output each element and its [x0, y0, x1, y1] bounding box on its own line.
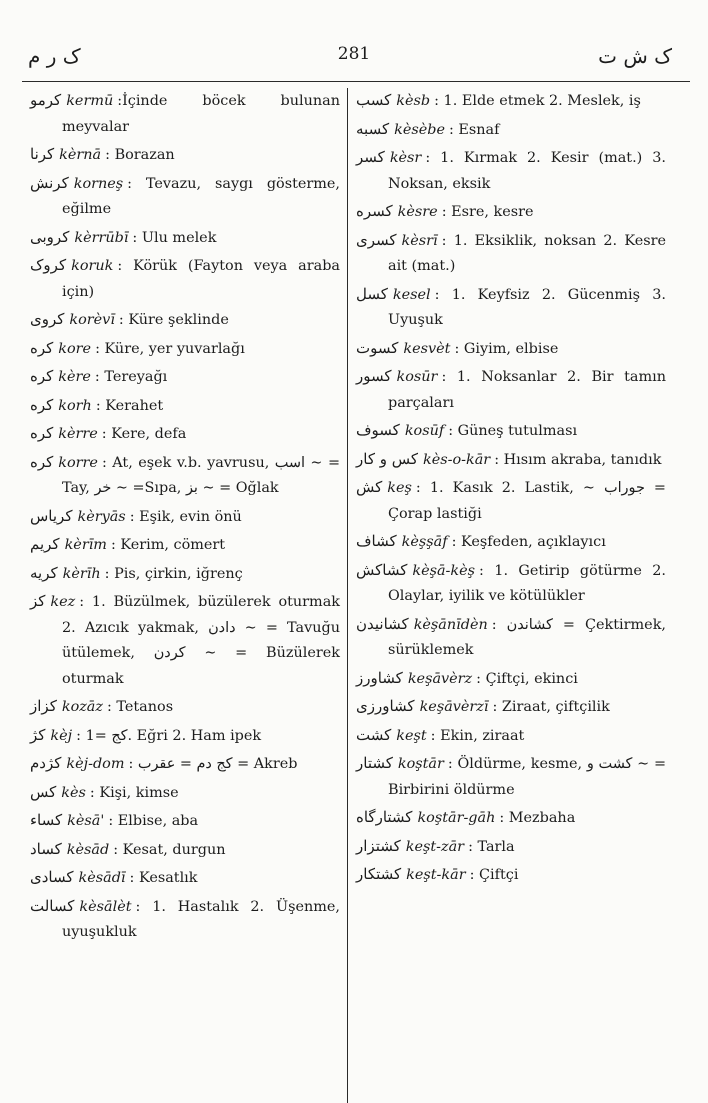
entry-definition: : Pis, çirkin, iğrenç	[104, 565, 243, 582]
entry-headword: kesel	[392, 286, 431, 303]
entry-arabic-script: کروبی	[30, 227, 70, 246]
dictionary-entry	[356, 282, 666, 334]
entry-arabic-script: کشتارگاه	[356, 808, 413, 826]
entry-definition: : Elbise, aba	[108, 813, 199, 829]
right-column	[356, 88, 666, 891]
dictionary-entry	[30, 450, 340, 502]
entry-definition: : 1. Keyfsiz 2. Gücenmiş 3. Uyuşuk	[388, 286, 666, 328]
dictionary-entry	[30, 253, 340, 305]
dictionary-entry	[30, 364, 340, 391]
entry-headword: kèsā'	[67, 813, 105, 829]
entry-headword: korèvī	[69, 312, 115, 328]
entry-arabic-script: کشاکش	[356, 560, 408, 579]
column-divider	[347, 88, 348, 1103]
entry-arabic-script: کریه	[30, 563, 58, 582]
dictionary-entry	[356, 447, 666, 474]
entry-headword: kèrnā	[59, 147, 102, 163]
dictionary-entry	[356, 612, 666, 664]
entry-definition: : Tereyağı	[94, 369, 168, 385]
entry-arabic-script: کسل	[356, 284, 388, 303]
entry-arabic-script: کش	[356, 478, 383, 496]
entry-arabic-script: کسب	[356, 91, 392, 109]
entry-headword: kèj	[50, 727, 73, 744]
entry-headword: kore	[58, 340, 92, 357]
entry-arabic-script: کشت	[356, 725, 392, 744]
entry-headword: koştār	[397, 756, 444, 772]
entry-definition: : At, eşek v.b. yavrusu, اسب ∼ = Tay, خر ∼ =Sıpa, بز ∼ = Oğlak	[62, 454, 340, 496]
entry-headword: keş	[387, 480, 412, 496]
entry-arabic-script: کس و کار	[356, 449, 418, 468]
entry-headword: kèsādī	[78, 870, 126, 886]
entry-arabic-script: کرنا	[30, 145, 55, 163]
entry-headword: kèsre	[397, 204, 438, 220]
entry-arabic-script: کشانیدن	[356, 614, 409, 633]
entry-arabic-script: کسادی	[30, 868, 74, 886]
page-header	[0, 38, 708, 78]
dictionary-entry	[356, 475, 666, 527]
entry-arabic-script: کشاورزی	[356, 697, 415, 715]
entry-headword: kès	[61, 784, 86, 801]
entry-definition: : Çiftçi, ekinci	[476, 670, 578, 687]
dictionary-entry	[30, 780, 340, 807]
entry-headword: kèşşāf	[401, 534, 448, 550]
dictionary-entry	[30, 171, 340, 223]
dictionary-entry	[356, 694, 666, 721]
entry-definition: : 1. Eksiklik, noksan 2. Kesre ait (mat.)	[388, 232, 666, 274]
entry-headword: kosūf	[404, 423, 445, 439]
left-column	[30, 88, 340, 948]
entry-headword: kosūr	[396, 369, 438, 385]
dictionary-entry	[356, 862, 666, 889]
entry-headword: kère	[58, 369, 91, 385]
entry-headword: kèrīm	[64, 537, 107, 553]
entry-arabic-script: کروک	[30, 256, 67, 274]
entry-arabic-script: کره	[30, 338, 54, 357]
dictionary-entry	[30, 894, 340, 946]
entry-arabic-script: کسره	[356, 202, 393, 220]
header-left-letters: ک ر م	[28, 44, 81, 68]
dictionary-entry	[356, 751, 666, 803]
entry-headword: kèryās	[77, 508, 126, 525]
header-rule	[22, 81, 690, 82]
entry-definition: : Borazan	[105, 147, 175, 163]
dictionary-entry	[356, 805, 666, 832]
dictionary-entry	[30, 307, 340, 334]
dictionary-entry	[356, 88, 666, 115]
entry-headword: koruk	[71, 258, 114, 274]
dictionary-entry	[30, 225, 340, 252]
dictionary-entry	[356, 558, 666, 610]
dictionary-entry	[356, 666, 666, 693]
dictionary-entry	[356, 364, 666, 416]
entry-headword: kèsb	[396, 93, 431, 109]
entry-definition: : Ulu melek	[132, 229, 217, 246]
entry-headword: keşāvèrzī	[419, 699, 489, 715]
dictionary-entry	[356, 723, 666, 750]
entry-arabic-script: کز	[30, 592, 46, 610]
entry-headword: kèsèbe	[394, 121, 445, 138]
entry-arabic-script: کره	[30, 395, 54, 414]
entry-arabic-script: کشتزار	[356, 836, 401, 855]
dictionary-entry	[30, 532, 340, 559]
entry-arabic-script: کسبه	[356, 119, 390, 138]
dictionary-entry	[356, 199, 666, 226]
dictionary-entry	[30, 837, 340, 864]
entry-definition: : Kerim, cömert	[110, 537, 226, 553]
entry-definition: : Kesat, durgun	[113, 841, 226, 858]
entry-arabic-script: کریم	[30, 535, 60, 553]
entry-definition: : 1. Noksanlar 2. Bir tamın parçaları	[388, 369, 666, 411]
header-right-letters: ک ش ت	[598, 44, 672, 68]
entry-arabic-script: کریاس	[30, 506, 73, 525]
entry-arabic-script: کشتکار	[356, 865, 402, 883]
entry-headword: kèj-dom	[66, 756, 125, 772]
entry-definition: : Küre, yer yuvarlağı	[95, 340, 245, 357]
entry-headword: koştār-gāh	[417, 810, 496, 826]
entry-arabic-script: کرنش	[30, 173, 69, 192]
dictionary-entry	[356, 228, 666, 280]
dictionary-entry	[30, 142, 340, 169]
entry-definition: : Tevazu, saygı gösterme, eğilme	[62, 175, 340, 217]
entry-definition: : Ziraat, çiftçilik	[492, 699, 610, 715]
entry-arabic-script: کرمو	[30, 91, 62, 109]
entry-headword: kozāz	[61, 699, 103, 715]
entry-definition: : Kere, defa	[101, 426, 187, 442]
dictionary-entry	[30, 723, 340, 750]
entry-arabic-script: کره	[30, 452, 54, 471]
entry-definition: : Ekin, ziraat	[430, 727, 525, 744]
entry-definition: : Eşik, evin önü	[129, 508, 242, 525]
entry-arabic-script: کس	[30, 782, 57, 801]
entry-headword: kermū	[66, 93, 114, 109]
entry-headword: kèsr	[389, 150, 422, 166]
dictionary-entry	[356, 529, 666, 556]
entry-arabic-script: کساد	[30, 839, 62, 858]
entry-headword: kèşā-kèş	[412, 562, 476, 579]
dictionary-entry	[30, 694, 340, 721]
dictionary-entry	[356, 117, 666, 144]
entry-definition: : Esre, kesre	[441, 204, 534, 220]
entry-arabic-script: کره	[30, 424, 54, 442]
entry-definition: : Mezbaha	[499, 810, 576, 826]
entry-definition: : Çiftçi	[469, 867, 519, 883]
dictionary-entry	[30, 421, 340, 448]
entry-definition: : 1. Büzülmek, büzülerek oturmak 2. Azıcık yakmak, دادن ∼ = Tavuğu ütülemek, کردن ∼ = Büzülerek oturmak	[62, 594, 340, 687]
entry-definition: : Tarla	[468, 838, 515, 855]
entry-definition: : Giyim, elbise	[454, 340, 559, 357]
entry-headword: kèrīh	[62, 565, 101, 582]
entry-headword: keşāvèrz	[407, 670, 473, 687]
entry-headword: kèşānīdèn	[413, 616, 488, 633]
entry-arabic-script: کسور	[356, 367, 392, 385]
entry-definition: : Esnaf	[448, 121, 500, 138]
entry-headword: kèrre	[58, 426, 98, 442]
entry-headword: kèrrūbī	[74, 229, 129, 246]
entry-definition: : Keşfeden, açıklayıcı	[451, 534, 606, 550]
dictionary-entry	[30, 589, 340, 692]
entry-headword: kèsād	[66, 841, 110, 858]
entry-arabic-script: کشتار	[356, 754, 393, 772]
entry-arabic-script: کژدم	[30, 754, 62, 772]
entry-headword: kèsrī	[401, 232, 438, 249]
entry-arabic-script: کسری	[356, 230, 397, 249]
entry-definition: : کج =1. Eğri 2. Ham ipek	[76, 727, 262, 744]
entry-headword: korre	[58, 454, 98, 471]
entry-arabic-script: کزاز	[30, 697, 57, 715]
entry-definition: : Öldürme, kesme, کشت و ∼ = Birbirini öldürme	[388, 756, 667, 798]
entry-arabic-script: کسالت	[30, 896, 75, 915]
entry-definition: : 1. Getirip götürme 2. Olaylar, iyilik ve kötülükler	[388, 562, 666, 604]
entry-definition: : Kişi, kimse	[89, 784, 179, 801]
entry-definition: : 1. Kırmak 2. Kesir (mat.) 3. Noksan, eksik	[388, 150, 666, 192]
dictionary-entry	[30, 336, 340, 363]
entry-definition: : Kerahet	[95, 397, 164, 414]
entry-arabic-script: کشاف	[356, 532, 397, 550]
entry-definition: : Küre şeklinde	[118, 312, 229, 328]
entry-definition: : 1. Kasık 2. Lastik, ∼ جوراب = Çorap lastiği	[388, 480, 666, 522]
entry-arabic-script: کساء	[30, 811, 63, 829]
entry-headword: keşt-kār	[406, 867, 466, 883]
entry-headword: kès-o-kār	[423, 451, 491, 468]
entry-headword: kez	[50, 594, 76, 610]
entry-arabic-script: کره	[30, 367, 54, 385]
entry-arabic-script: کسر	[356, 148, 385, 166]
dictionary-entry	[30, 88, 340, 140]
entry-headword: keşt-zār	[405, 838, 465, 855]
entry-definition: : 1. Elde etmek 2. Meslek, iş	[434, 93, 641, 109]
dictionary-entry	[356, 834, 666, 861]
dictionary-entry	[30, 393, 340, 420]
dictionary-entry	[30, 751, 340, 778]
entry-headword: korneş	[73, 175, 124, 192]
dictionary-entry	[356, 336, 666, 363]
entry-definition: : Tetanos	[106, 699, 174, 715]
entry-definition: : Körük (Fayton veya araba için)	[62, 258, 340, 300]
entry-definition: : کج دم = عقرب = Akreb	[128, 756, 298, 772]
dictionary-entry	[30, 808, 340, 835]
dictionary-entry	[356, 418, 666, 445]
entry-arabic-script: کروی	[30, 310, 65, 328]
dictionary-entry	[30, 561, 340, 588]
entry-arabic-script: کسوت	[356, 338, 399, 357]
entry-headword: korh	[58, 397, 92, 414]
entry-headword: keşt	[396, 727, 427, 744]
entry-definition: :İçinde böcek bulunan meyvalar	[62, 93, 340, 135]
entry-arabic-script: کسوف	[356, 421, 400, 439]
dictionary-entry	[30, 865, 340, 892]
entry-headword: kesvèt	[403, 340, 451, 357]
dictionary-entry	[356, 145, 666, 197]
entry-definition: : Güneş tutulması	[448, 423, 578, 439]
entry-definition: : 1. Hastalık 2. Üşenme, uyuşukluk	[62, 898, 340, 940]
dictionary-entry	[30, 504, 340, 531]
entry-arabic-script: کشاورز	[356, 668, 403, 687]
entry-definition: : Kesatlık	[129, 870, 198, 886]
entry-headword: kèsālèt	[79, 898, 132, 915]
entry-arabic-script: کژ	[30, 725, 46, 744]
entry-definition: : کشاندن = Çektirmek, sürüklemek	[388, 616, 666, 658]
page-number: 281	[337, 44, 371, 64]
entry-definition: : Hısım akraba, tanıdık	[494, 451, 662, 468]
